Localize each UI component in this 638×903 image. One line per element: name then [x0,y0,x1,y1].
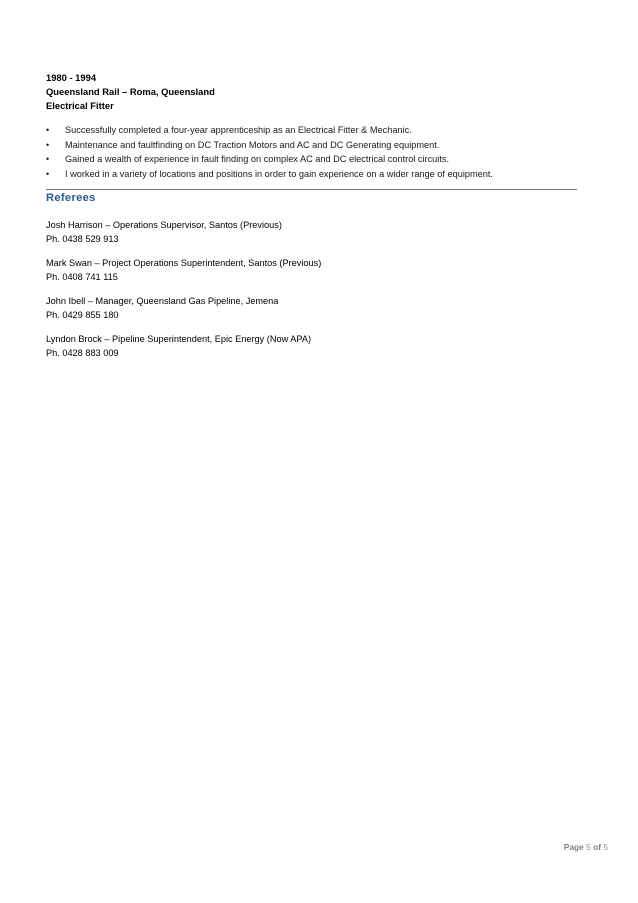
page-number-footer [564,842,608,852]
list-item [46,138,493,153]
referee-phone: Ph. 0438 529 913 [46,234,119,244]
referee-phone: Ph. 0408 741 115 [46,272,118,282]
page-current: 5 [586,842,591,852]
bullet-icon: • [46,154,50,165]
page-of-label: of [593,842,601,852]
referee-entry [46,294,321,322]
bullet-icon: • [46,139,50,150]
bullet-text: Maintenance and faultfinding on DC Traction Motors and AC and DC Generating equipment. [65,139,440,150]
page-label: Page [563,842,584,852]
job-employer: Queensland Rail – Roma, Queensland [46,86,215,97]
job-role: Electrical Fitter [46,100,114,111]
referee-phone: Ph. 0429 855 180 [46,310,119,320]
referee-name: Josh Harrison – Operations Supervisor, Santos (Previous) [46,220,282,230]
list-item [46,152,493,167]
section-divider [46,189,577,190]
list-item [46,123,493,138]
referee-name: Mark Swan – Project Operations Superintendent, Santos (Previous) [46,258,322,268]
bullet-text: Gained a wealth of experience in fault finding on complex AC and DC electrical control circuits. [65,154,450,165]
bullet-icon: • [46,168,50,179]
referees-list [46,218,321,370]
referee-entry [46,256,321,284]
page-total: 5 [603,842,608,852]
list-item [46,167,493,182]
referee-entry [46,218,321,246]
referee-entry [46,332,321,360]
job-entry-header [46,71,215,113]
referee-name: Lyndon Brock – Pipeline Superintendent, Epic Energy (Now APA) [46,334,312,344]
job-dates: 1980 - 1994 [46,72,97,83]
bullet-text: I worked in a variety of locations and positions in order to gain experience on a wider range of equipment. [65,168,493,179]
bullet-icon: • [46,125,50,135]
referee-phone: Ph. 0428 883 009 [46,348,119,358]
job-bullet-list [46,123,493,181]
referees-heading: Referees [46,192,96,204]
bullet-text: Successfully completed a four-year apprenticeship as an Electrical Fitter & Mechanic. [65,125,412,135]
referee-name: John Ibell – Manager, Queensland Gas Pipeline, Jemena [46,296,279,306]
